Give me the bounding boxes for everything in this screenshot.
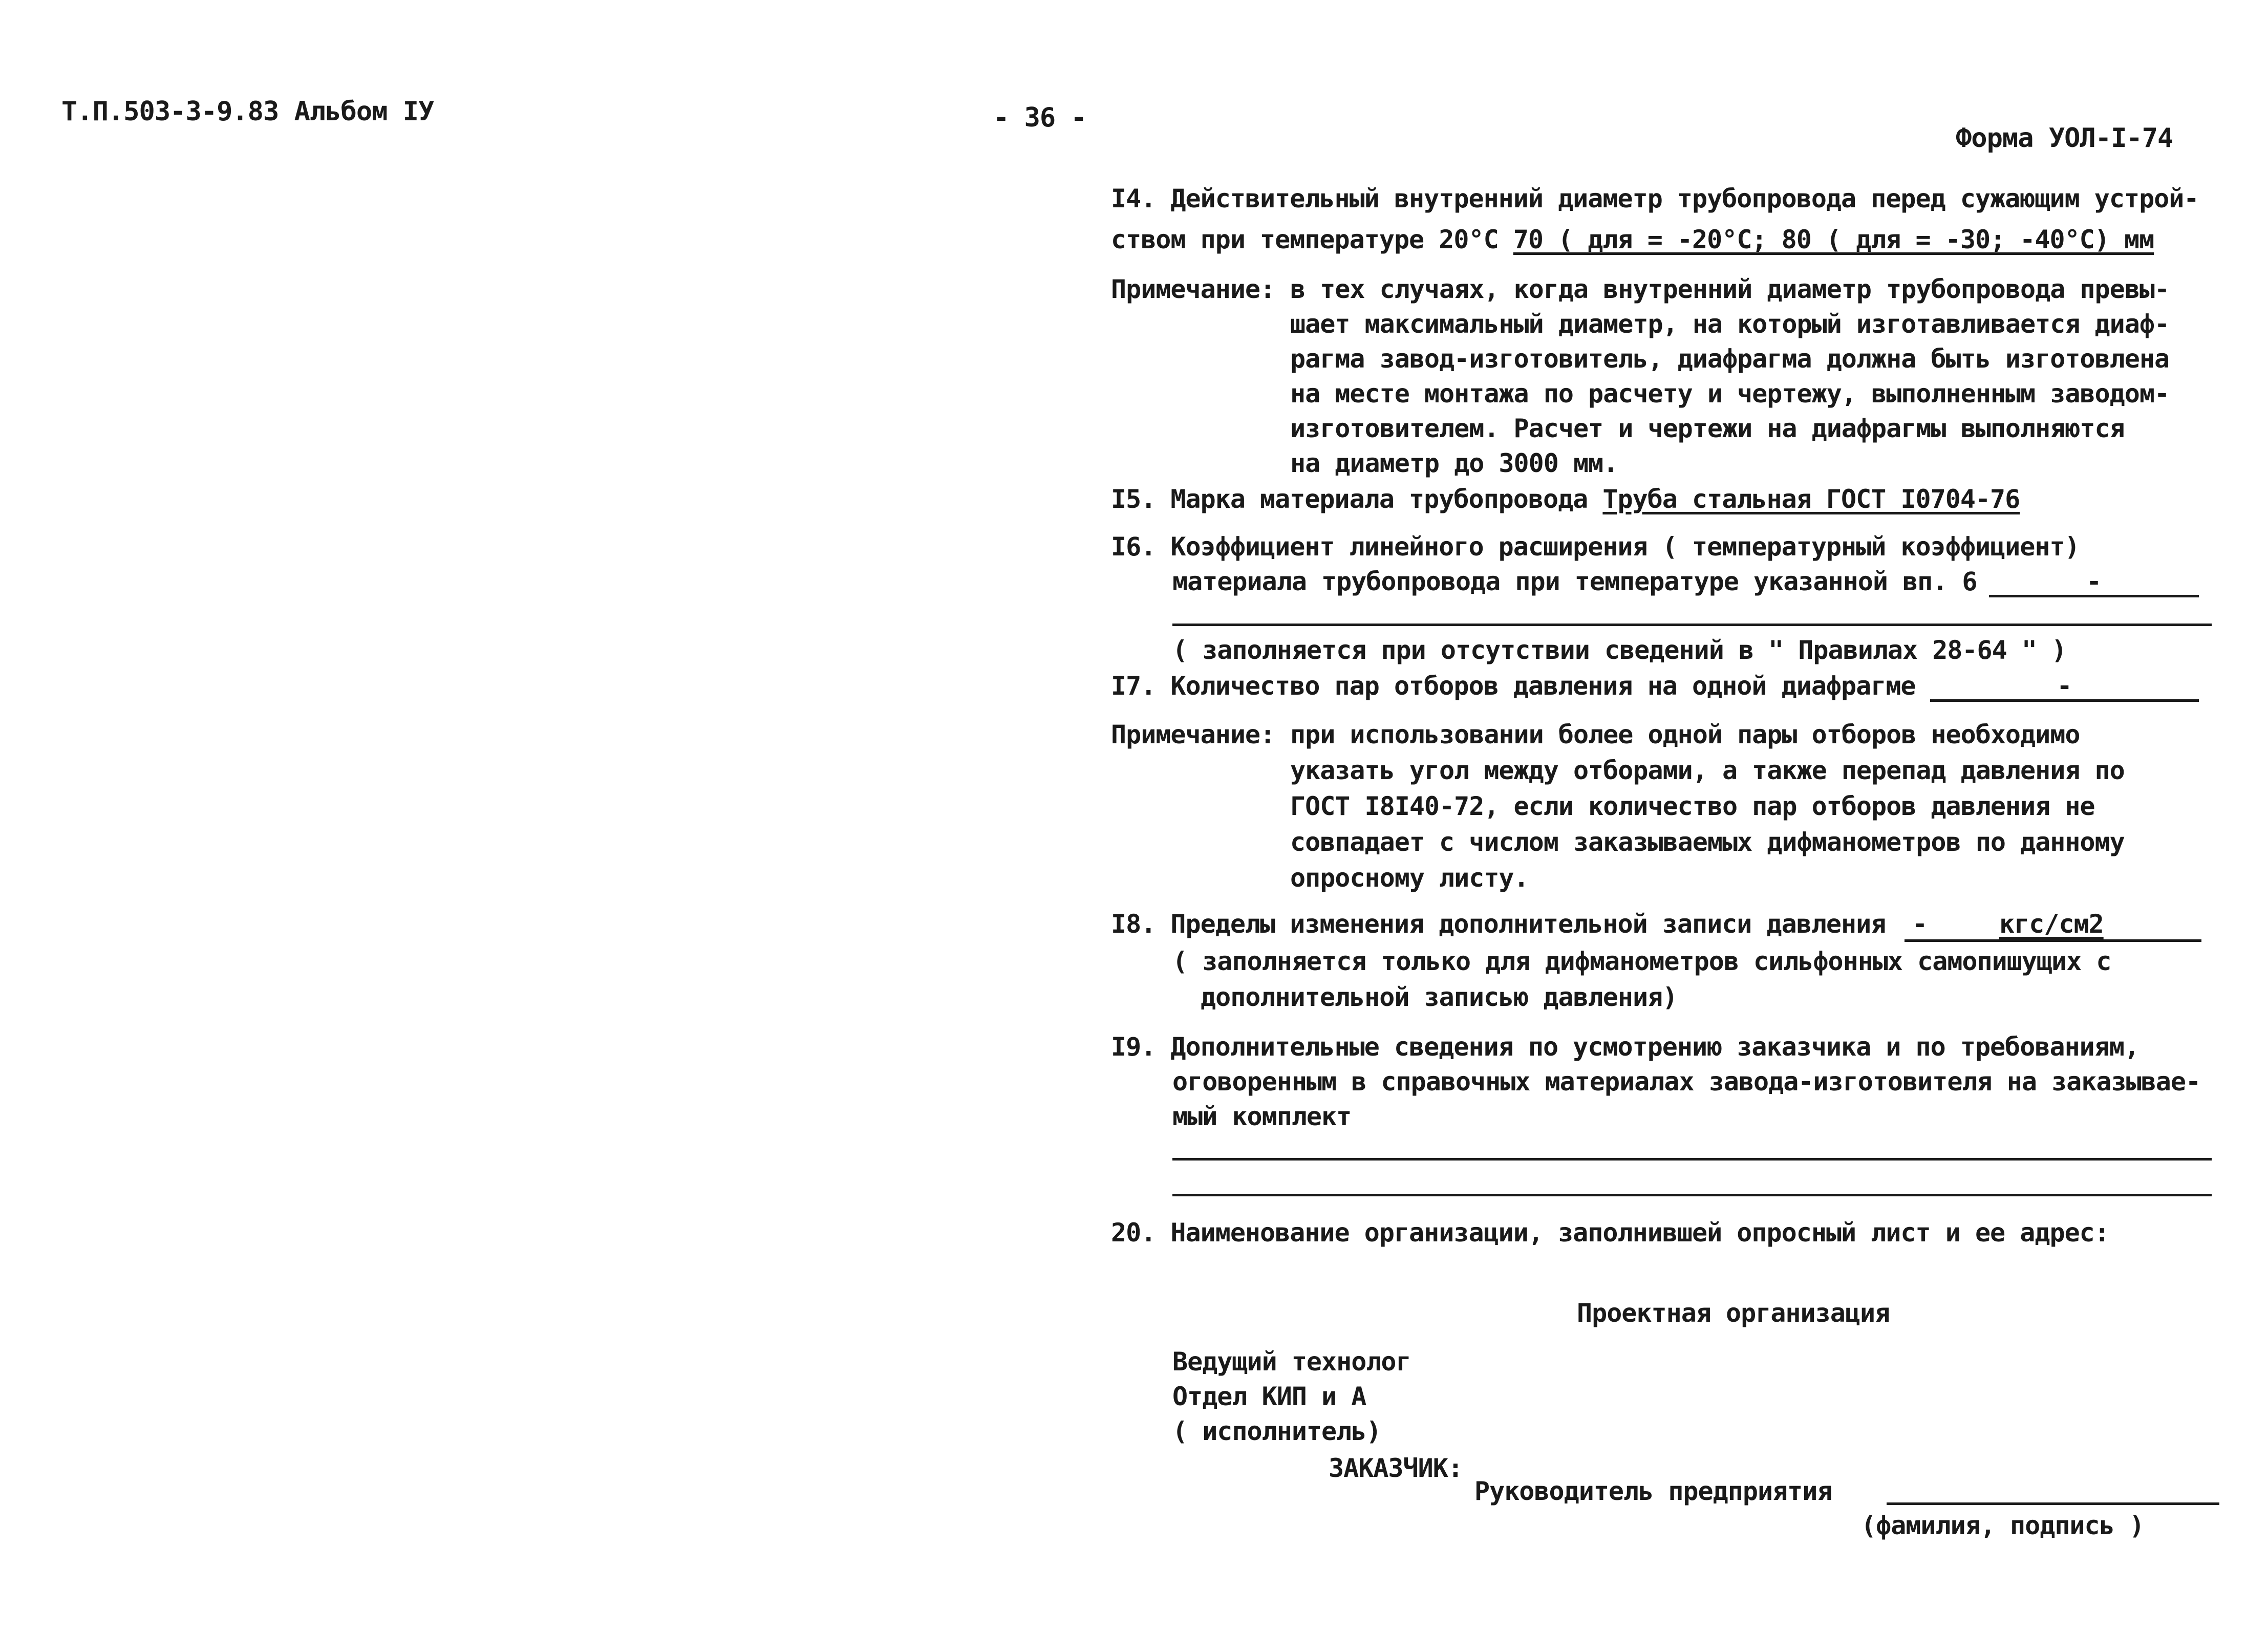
item18-value: - xyxy=(1912,909,1928,939)
item16-value-field xyxy=(1989,566,2199,597)
lead-technologist: Ведущий технолог xyxy=(1172,1347,1411,1377)
item18-label: I8. Пределы изменения дополнительной записи давления xyxy=(1111,909,1886,939)
item19-blank-line-2 xyxy=(1172,1194,2212,1196)
item17-label: I7. Количество пар отборов давления на одной диафрагме xyxy=(1111,671,1916,701)
note1-line: на диаметр до 3000 мм. xyxy=(1290,448,1618,478)
note2-line: ГОСТ I8I40-72, если количество пар отборов давления не xyxy=(1290,791,2095,821)
note2-label: Примечание: xyxy=(1111,720,1275,749)
item18-unit: кгс/см2 xyxy=(1999,909,2104,939)
item14-diameter-value: 70 ( для = -20°С; 80 ( для = -30; -40°С) мм xyxy=(1513,225,2154,254)
note2-line: опросному листу. xyxy=(1290,863,1529,893)
item18-note-line2: дополнительной записью давления) xyxy=(1201,982,1678,1012)
item15-row xyxy=(1111,484,2020,514)
note1-line: в тех случаях, когда внутренний диаметр трубопровода превы- xyxy=(1290,274,2170,304)
department: Отдел КИП и А xyxy=(1172,1382,1366,1411)
note2-line: совпадает с числом заказываемых дифманометров по данному xyxy=(1290,827,2125,857)
item16-fill-note: ( заполняется при отсутствии сведений в " Правилах 28-64 " ) xyxy=(1172,635,2067,665)
note2-line: при использовании более одной пары отборов необходимо xyxy=(1290,720,2080,749)
item16-blank-line xyxy=(1172,624,2212,626)
note1-label: Примечание: xyxy=(1111,274,1275,304)
item15-material-value: Труба стальная ГОСТ I0704-76 xyxy=(1602,484,2020,514)
signature-hint: (фамилия, подпись ) xyxy=(1861,1511,2144,1540)
enterprise-head: Руководитель предприятия xyxy=(1474,1476,1832,1506)
note1-line: изготовителем. Расчет и чертежи на диафрагмы выполняются xyxy=(1290,414,2125,443)
item15-label: I5. Марка материала трубопровода xyxy=(1111,484,1603,514)
page-number: - 36 - xyxy=(993,102,1086,133)
item19-line1: I9. Дополнительные сведения по усмотрению заказчика и по требованиям, xyxy=(1111,1032,2139,1062)
customer-label: ЗАКАЗЧИК: xyxy=(1329,1453,1463,1483)
item17-value: - xyxy=(2057,671,2072,701)
item14-prefix: ством при температуре 20°С xyxy=(1111,225,1513,254)
note2-line: указать угол между отборами, а также перепад давления по xyxy=(1290,756,2125,785)
item19-line2: оговоренным в справочных материалах завода-изготовителя на заказывае- xyxy=(1172,1067,2201,1097)
item16-line1: I6. Коэффициент линейного расширения ( температурный коэффициент) xyxy=(1111,532,2080,562)
item14-line1: I4. Действительный внутренний диаметр трубопровода перед сужающим устрой- xyxy=(1111,184,2199,213)
design-organization: Проектная организация xyxy=(1577,1298,1890,1328)
signature-line xyxy=(1887,1502,2219,1505)
item14-line2 xyxy=(1111,224,2154,255)
executor-label: ( исполнитель) xyxy=(1172,1416,1381,1446)
note1-line: на месте монтажа по расчету и чертежу, выполненным заводом- xyxy=(1290,379,2170,409)
document-reference: Т.П.503-3-9.83 Альбом IУ xyxy=(61,96,434,127)
note1-line: рагма завод-изготовитель, диафрагма должна быть изготовлена xyxy=(1290,344,2170,374)
item20-line1: 20. Наименование организации, заполнившей опросный лист и ее адрес: xyxy=(1111,1218,2109,1248)
item19-line3: мый комплект xyxy=(1172,1102,1352,1131)
item18-blank-line xyxy=(1905,939,2201,942)
item18-note-line1: ( заполняется только для дифманометров сильфонных самопишущих с xyxy=(1172,947,2111,976)
item19-blank-line-1 xyxy=(1172,1158,2212,1161)
item16-value: - xyxy=(2086,567,2102,596)
form-code: Форма УОЛ-I-74 xyxy=(1956,123,2173,154)
note1-line: шает максимальный диаметр, на который изготавливается диаф- xyxy=(1290,309,2170,339)
item16-line2: материала трубопровода при температуре указанной вп. 6 xyxy=(1172,567,1977,596)
item17-value-field xyxy=(1930,671,2199,702)
